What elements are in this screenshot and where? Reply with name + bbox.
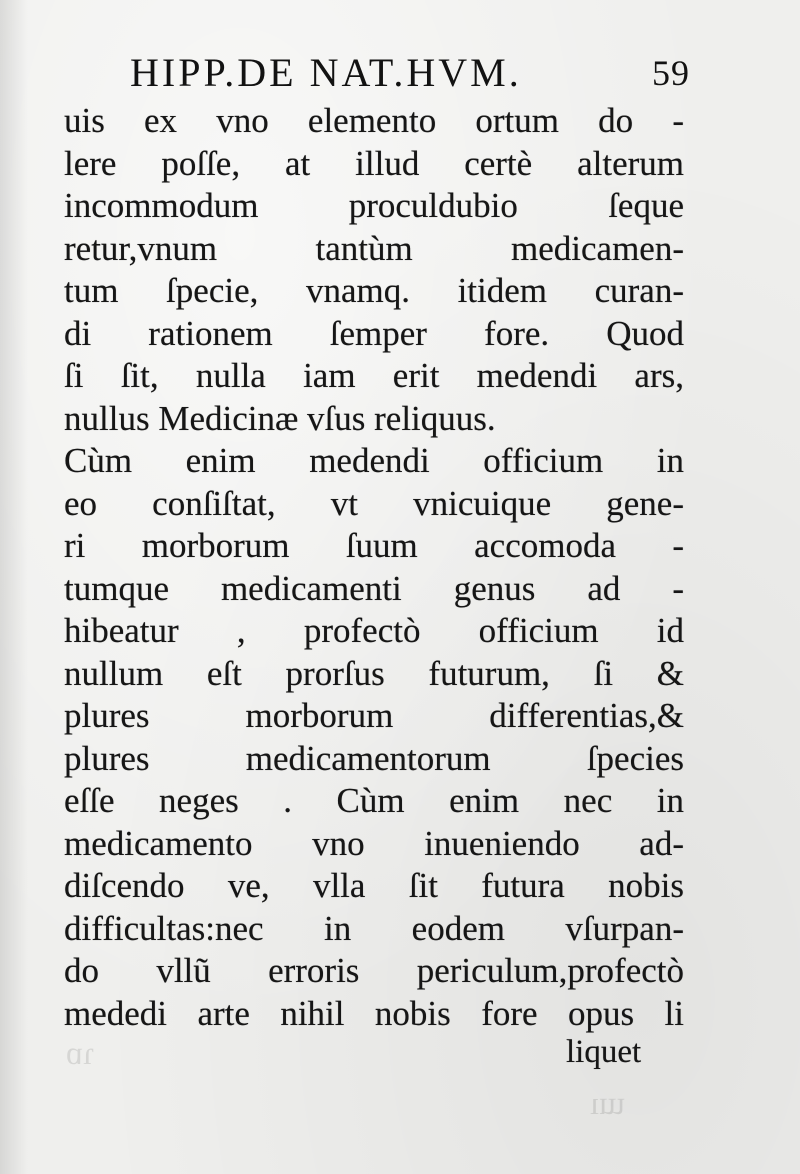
text-line: retur,vnum tantùm medicamen- — [64, 228, 684, 268]
running-head — [130, 46, 690, 100]
text-line: nullum eſt prorſus futurum, ſi & — [64, 653, 684, 693]
page-number: 59 — [652, 53, 690, 93]
text-line: tum ſpecie, vnamq. itidem curan- — [64, 271, 684, 310]
text-line: eo conſiſtat, vt vnicuique gene- — [64, 483, 684, 523]
text-line: ri morborum ſuum accomoda - — [64, 526, 684, 565]
text-line: tumque medicamenti genus ad - — [64, 568, 684, 608]
text-line: do vllũ erroris periculum,profectò — [64, 951, 684, 990]
catchword: liquet — [566, 1034, 642, 1070]
body-text — [64, 100, 684, 1035]
text-line: diſcendo ve, vlla ſit futura nobis — [64, 866, 684, 905]
text-line: Cùm enim medendi officium in — [64, 441, 684, 480]
text-line: hibeatur , profectò officium id — [64, 611, 684, 650]
text-line: mededi arte nihil nobis fore opus li — [64, 993, 684, 1033]
text-line: uis ex vno elemento ortum do - — [64, 101, 684, 140]
text-line: plures morborum differentias,& — [64, 696, 684, 735]
gutter-shadow — [0, 0, 28, 1174]
text-line: di rationem ſemper fore. Quod — [64, 313, 684, 353]
text-line: incommodum proculdubio ſeque — [64, 186, 684, 225]
text-line: lere poſſe, at illud certè alterum — [64, 143, 684, 183]
running-title: HIPP.DE NAT.HVM. — [130, 50, 522, 95]
text-line: difficultas:nec in eodem vſurpan- — [64, 908, 684, 948]
text-line: nullus Medicinæ vſus reliquus. — [64, 398, 496, 438]
text-line: eſſe neges . Cùm enim nec in — [64, 781, 684, 820]
text-line: ſi ſit, nulla iam erit medendi ars, — [64, 356, 684, 395]
bleed-through-ink: ɯı — [590, 1086, 625, 1122]
text-line: medicamento vno inueniendo ad- — [64, 823, 684, 863]
text-line: plures medicamentorum ſpecies — [64, 738, 684, 778]
bleed-through-ink: ɿɒ — [66, 1036, 95, 1072]
